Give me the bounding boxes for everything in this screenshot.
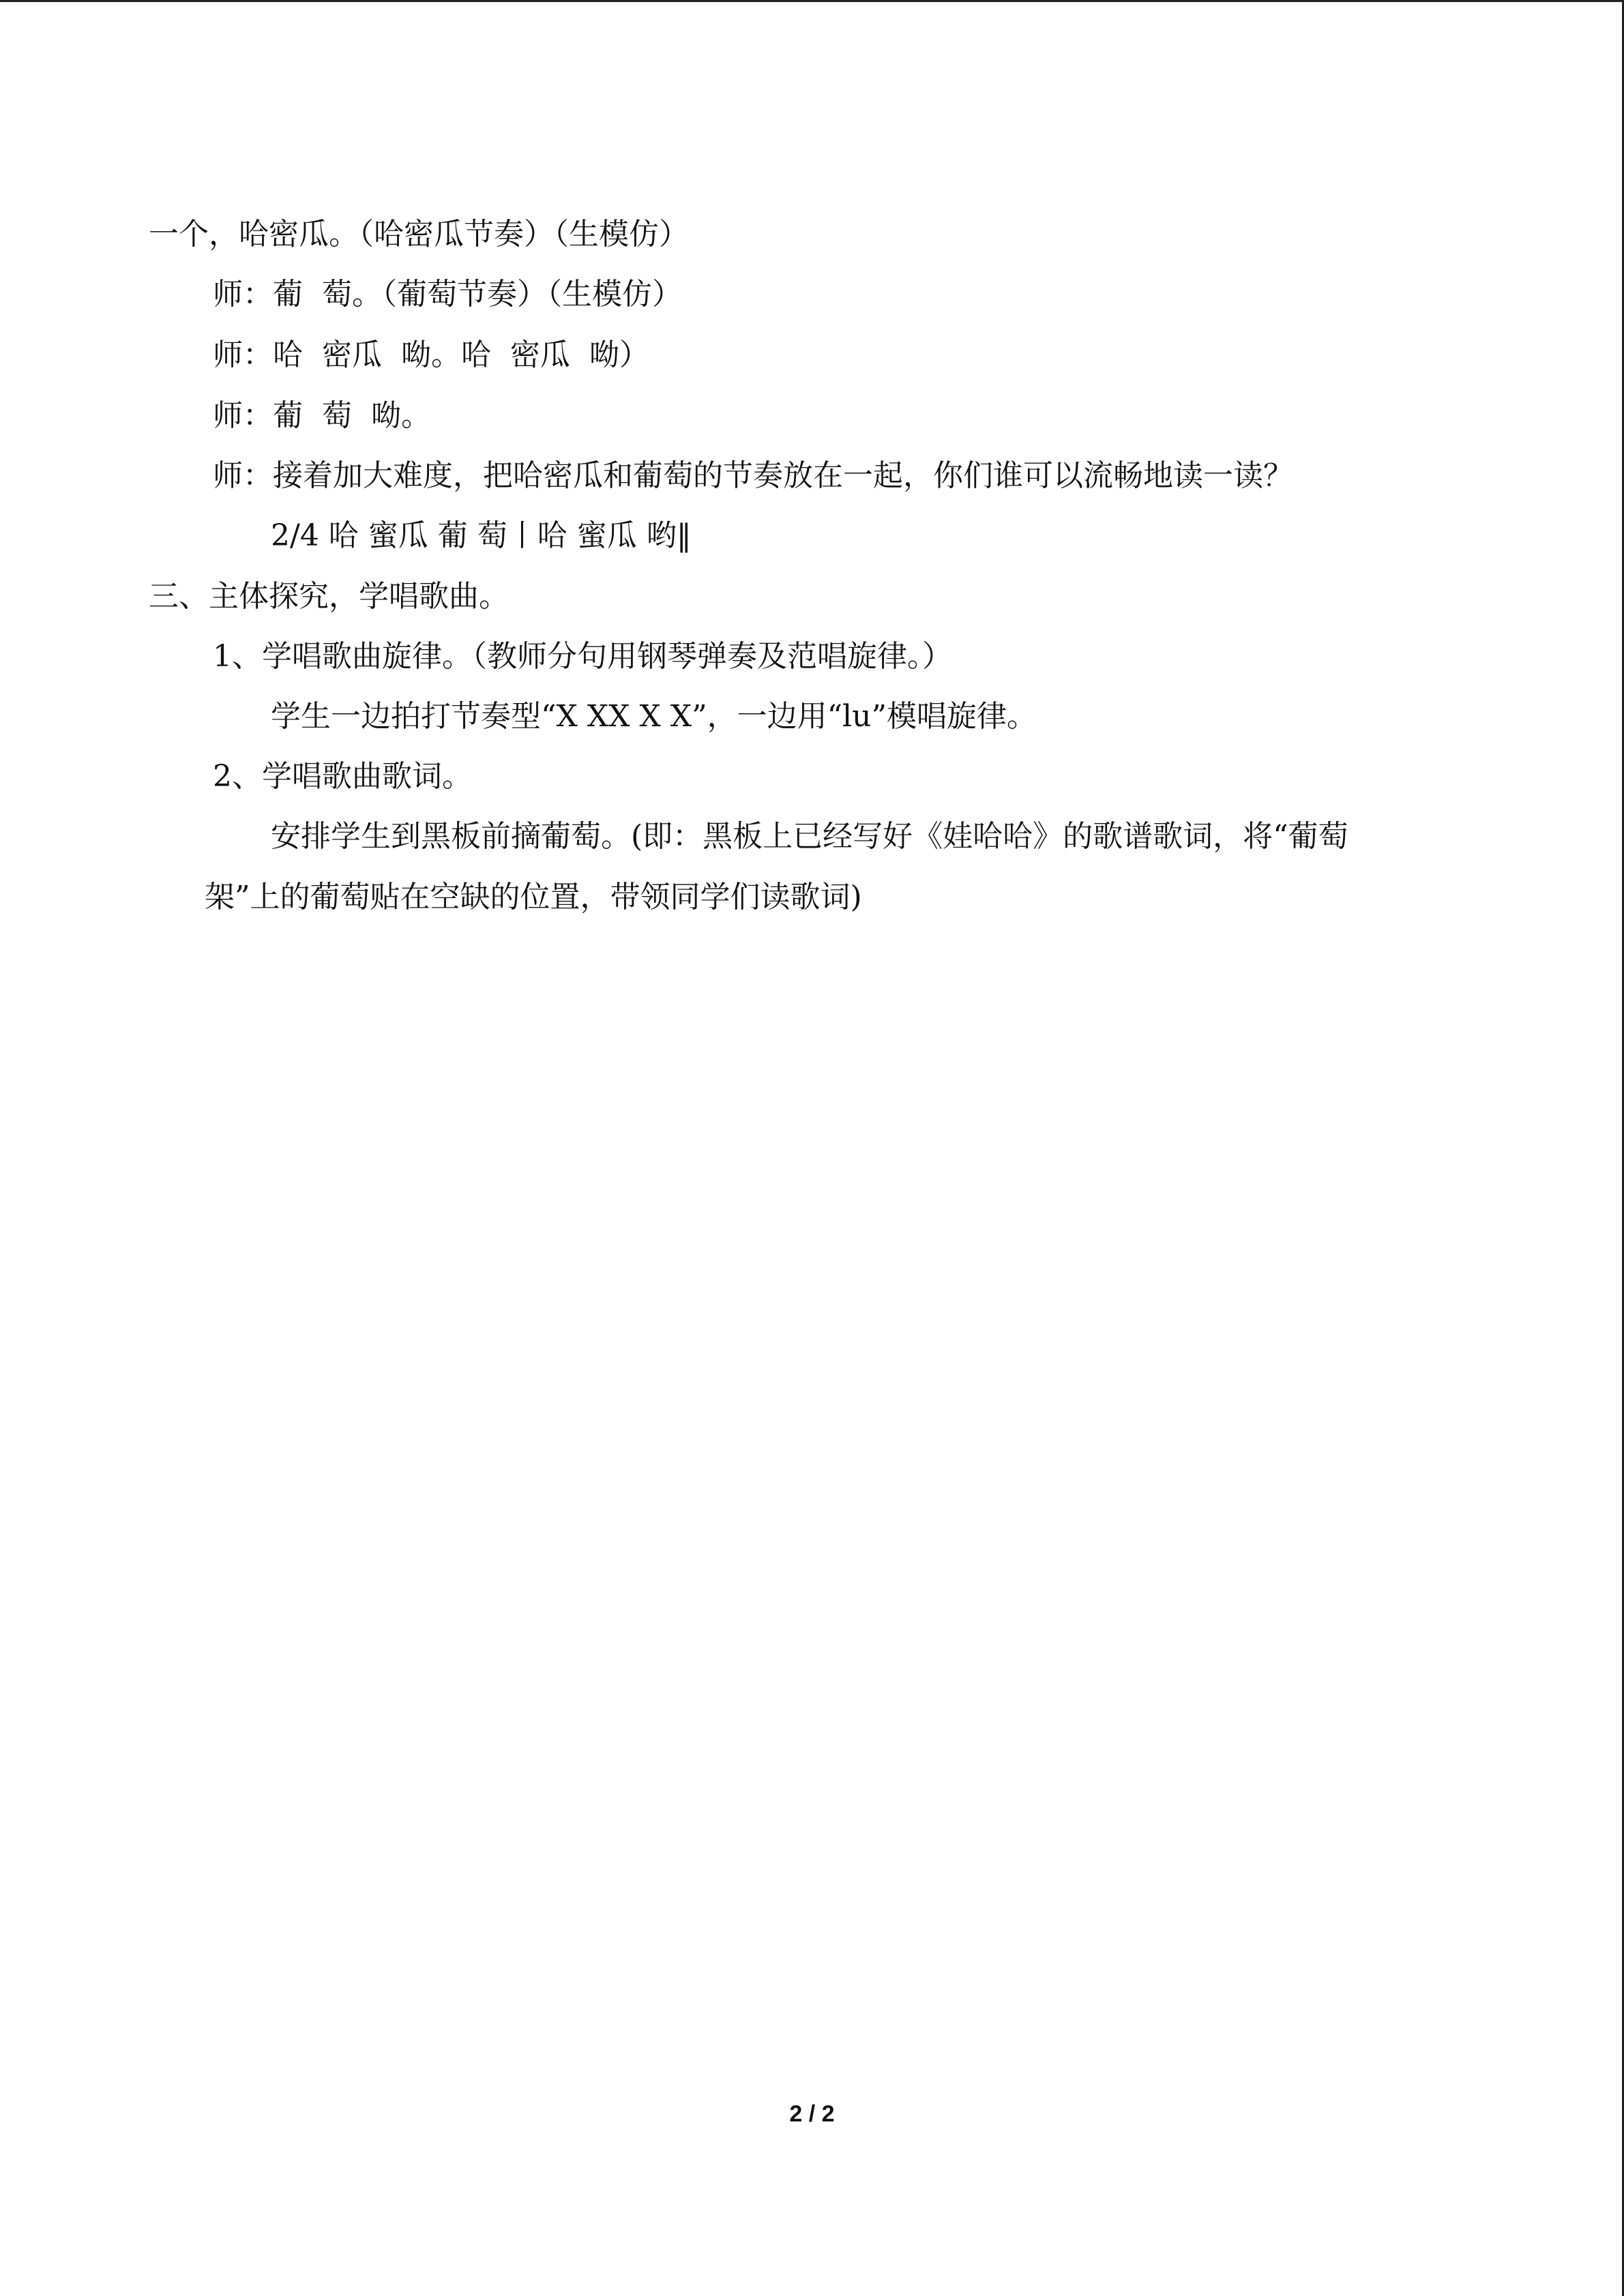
text-line-10: 2、学唱歌曲歌词。: [213, 759, 472, 794]
text-line-4: 师：葡 萄 呦。: [213, 398, 431, 433]
page-top-border: [0, 0, 1624, 2]
text-line-12: 架”上的葡萄贴在空缺的位置，带领同学们读歌词): [205, 880, 862, 914]
text-line-5: 师：接着加大难度，把哈密瓜和葡萄的节奏放在一起，你们谁可以流畅地读一读？: [213, 458, 1293, 493]
section-heading-3: 三、主体探究，学唱歌曲。: [149, 579, 509, 614]
text-line-9: 学生一边拍打节奏型“X XX X X”，一边用“lu”模唱旋律。: [271, 699, 1037, 734]
text-line-1: 一个，哈密瓜。（哈密瓜节奏）（生模仿）: [149, 217, 689, 252]
text-line-8: 1、学唱歌曲旋律。（教师分句用钢琴弹奏及范唱旋律。）: [213, 639, 952, 674]
page-number: 2 / 2: [789, 2101, 835, 2127]
text-line-3: 师：哈 密瓜 呦。哈 密瓜 呦）: [213, 338, 649, 372]
text-line-11: 安排学生到黑板前摘葡萄。(即：黑板上已经写好《娃哈哈》的歌谱歌词，将“葡萄: [271, 819, 1348, 854]
text-line-2: 师：葡 萄。（葡萄节奏）（生模仿）: [213, 277, 682, 312]
rhythm-notation: 2/4 哈 蜜瓜 葡 萄丨哈 蜜瓜 哟‖: [271, 518, 692, 553]
